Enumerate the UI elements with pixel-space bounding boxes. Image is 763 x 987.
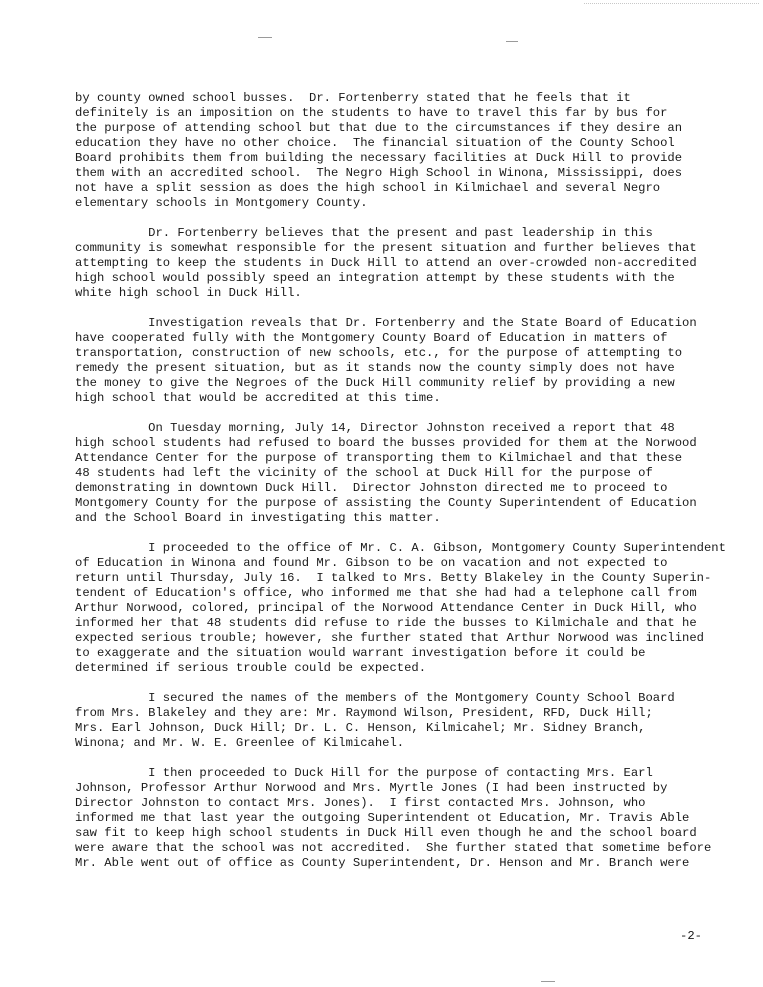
text-line: community is somewhat responsible for the present situation and further believes that [75,241,697,255]
text-line: return until Thursday, July 16. I talked to Mrs. Betty Blakeley in the County Superin- [75,571,712,585]
scan-speck [258,37,272,38]
text-line: I then proceeded to Duck Hill for the purpose of contacting Mrs. Earl [75,766,653,780]
text-line: Director Johnston to contact Mrs. Jones). I first contacted Mrs. Johnson, who [75,796,646,810]
paragraph [75,316,747,406]
text-line: and the School Board in investigating this matter. [75,511,441,525]
paragraph [75,91,747,211]
paragraph [75,766,747,871]
text-line: transportation, construction of new schools, etc., for the purpose of attempting to [75,346,683,360]
text-line: the money to give the Negroes of the Duck Hill community relief by providing a new [75,376,675,390]
scan-edge-dots [584,0,759,4]
text-line: Winona; and Mr. W. E. Greenlee of Kilmicahel. [75,736,405,750]
scan-speck [506,41,518,42]
paragraph [75,541,747,676]
text-line: Johnson, Professor Arthur Norwood and Mrs. Myrtle Jones (I had been instructed by [75,781,668,795]
text-line: high school students had refused to board the busses provided for them at the Norwood [75,436,697,450]
text-line: determined if serious trouble could be expected. [75,661,427,675]
text-line: by county owned school busses. Dr. Fortenberry stated that he feels that it [75,91,631,105]
scan-speck [541,981,555,982]
text-line: were aware that the school was not accredited. She further stated that sometime before [75,841,712,855]
text-line: Board prohibits them from building the necessary facilities at Duck Hill to provide [75,151,683,165]
text-line: white high school in Duck Hill. [75,286,302,300]
text-line: the purpose of attending school but that due to the circumstances if they desire an [75,121,683,135]
text-line: remedy the present situation, but as it stands now the county simply does not have [75,361,675,375]
text-line: Mrs. Earl Johnson, Duck Hill; Dr. L. C. Henson, Kilmicahel; Mr. Sidney Branch, [75,721,646,735]
text-line: attempting to keep the students in Duck Hill to attend an over-crowded non-accredited [75,256,697,270]
text-line: I proceeded to the office of Mr. C. A. Gibson, Montgomery County Superintendent [75,541,726,555]
text-line: Mr. Able went out of office as County Superintendent, Dr. Henson and Mr. Branch were [75,856,690,870]
text-line: from Mrs. Blakeley and they are: Mr. Raymond Wilson, President, RFD, Duck Hill; [75,706,653,720]
text-line: elementary schools in Montgomery County. [75,196,368,210]
text-line: definitely is an imposition on the students to have to travel this far by bus for [75,106,668,120]
text-line: saw fit to keep high school students in Duck Hill even though he and the school board [75,826,697,840]
text-line: of Education in Winona and found Mr. Gibson to be on vacation and not expected to [75,556,668,570]
text-line: Montgomery County for the purpose of assisting the County Superintendent of Education [75,496,697,510]
text-line: Attendance Center for the purpose of transporting them to Kilmichael and that these [75,451,683,465]
text-line: high school would possibly speed an integration attempt by these students with the [75,271,675,285]
text-line: demonstrating in downtown Duck Hill. Director Johnston directed me to proceed to [75,481,668,495]
text-line: them with an accredited school. The Negro High School in Winona, Mississippi, does [75,166,683,180]
text-line: tendent of Education's office, who informed me that she had had a telephone call from [75,586,697,600]
text-line: education they have no other choice. The financial situation of the County School [75,136,675,150]
text-line: high school that would be accredited at this time. [75,391,441,405]
text-line: have cooperated fully with the Montgomery County Board of Education in matters of [75,331,668,345]
text-line: Investigation reveals that Dr. Fortenberry and the State Board of Education [75,316,697,330]
page-number: -2- [680,929,702,943]
text-line: not have a split session as does the high school in Kilmichael and several Negro [75,181,661,195]
text-line: Arthur Norwood, colored, principal of the Norwood Attendance Center in Duck Hill, who [75,601,697,615]
text-line: to exaggerate and the situation would warrant investigation before it could be [75,646,646,660]
text-line: I secured the names of the members of the Montgomery County School Board [75,691,675,705]
paragraph [75,226,747,301]
text-line: Dr. Fortenberry believes that the present and past leadership in this [75,226,653,240]
text-line: On Tuesday morning, July 14, Director Johnston received a report that 48 [75,421,675,435]
text-line: expected serious trouble; however, she further stated that Arthur Norwood was inclined [75,631,704,645]
document-body [75,91,747,886]
paragraph [75,421,747,526]
paragraph [75,691,747,751]
text-line: 48 students had left the vicinity of the school at Duck Hill for the purpose of [75,466,653,480]
text-line: informed her that 48 students did refuse to ride the busses to Kilmichale and that he [75,616,697,630]
text-line: informed me that last year the outgoing Superintendent ot Education, Mr. Travis Able [75,811,690,825]
